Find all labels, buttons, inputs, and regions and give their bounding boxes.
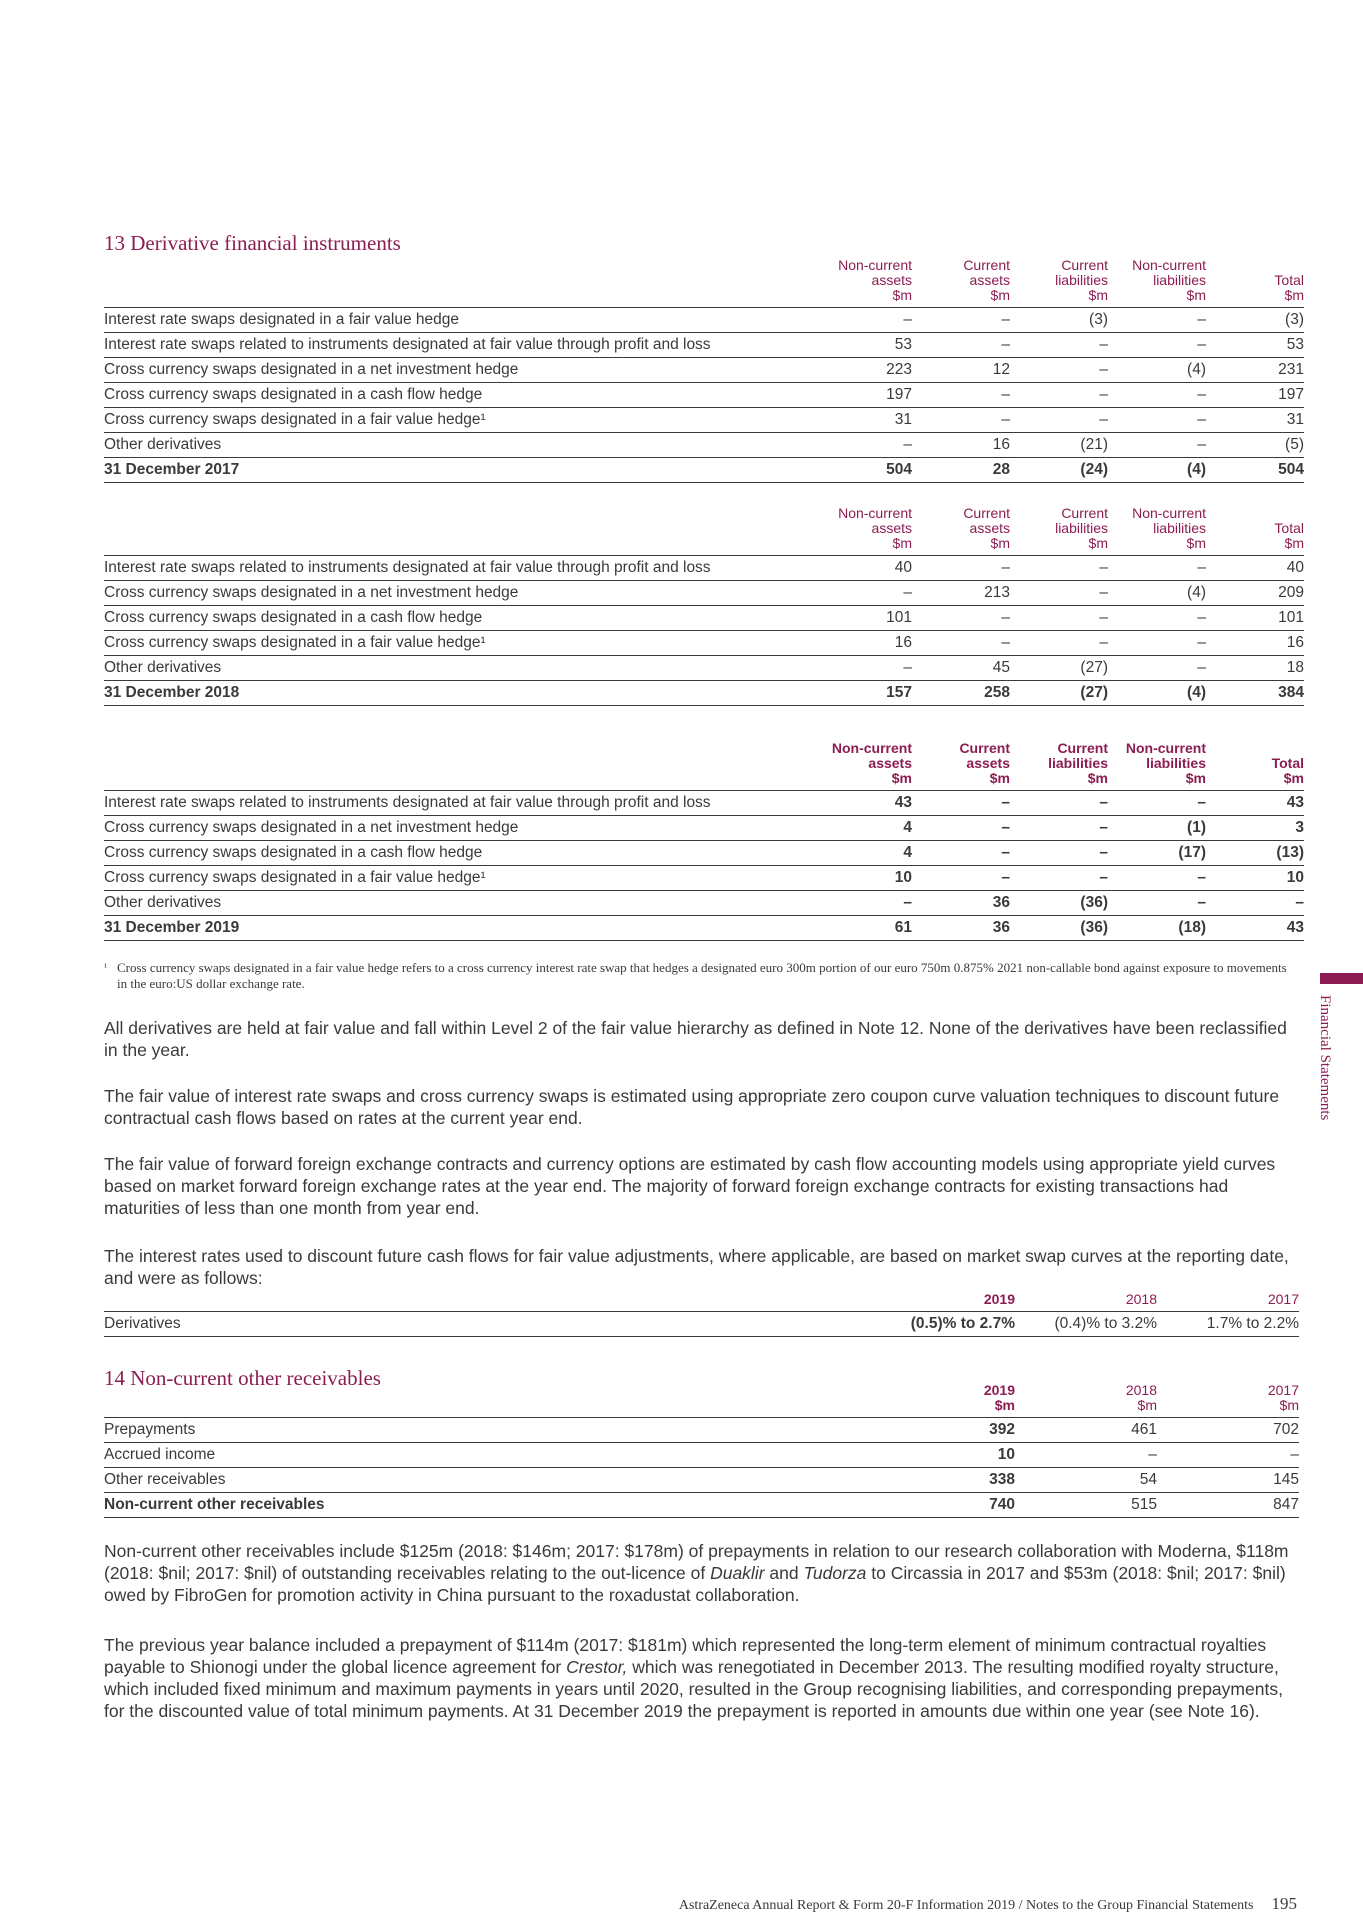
derivatives-table-2018 [104, 506, 1304, 706]
col-header: Current assets $m [959, 740, 1010, 786]
total-row: 31 December 2019 61 36 (36) (18) 43 [104, 916, 1304, 941]
col-header: Total $m [1274, 520, 1304, 551]
table-row: Prepayments 392 461 702 [104, 1418, 1299, 1443]
col-header: Non-current assets $m [831, 740, 912, 786]
page-footer [679, 1894, 1297, 1914]
total-row: 31 December 2017 504 28 (24) (4) 504 [104, 458, 1304, 483]
table-row: Interest rate swaps related to instruments designated at fair value through profit and loss 43 – – – 43 [104, 791, 1304, 816]
footer-text: AstraZeneca Annual Report & Form 20-F Information 2019 / Notes to the Group Financial Statements [678, 1898, 1254, 1913]
side-section-label: Financial Statements [1317, 995, 1333, 1121]
table-row: Cross currency swaps designated in a fair value hedge¹ 31 – – – 31 [104, 408, 1304, 433]
footnote-mark: ¹ [104, 962, 107, 973]
col-header: Non-current liabilities $m [1132, 505, 1206, 551]
table-row: Cross currency swaps designated in a cash flow hedge 101 – – – 101 [104, 606, 1304, 631]
col-header: 2019 [983, 1291, 1015, 1307]
paragraph: Non-current other receivables include $125m (2018: $146m; 2017: $178m) of prepayments in relation to our research collaboration with Moderna, $118m (2018: $nil; 2017: $nil) of outstanding receivables relating to the out-licence of Duaklir and Tudorza to Circassia in 2017 and $53m (2018: $nil; 2017: $nil) owed by FibroGen for promotion activity in China pursuant to the roxadustat collaboration. [104, 1541, 1289, 1605]
side-tab-marker [1320, 973, 1363, 984]
col-header: 2017 [1267, 1291, 1299, 1307]
table-row: Interest rate swaps designated in a fair value hedge – – (3) – (3) [104, 308, 1304, 333]
col-header: Current assets $m [963, 505, 1010, 551]
paragraph: The previous year balance included a prepayment of $114m (2017: $181m) which represented the long-term element of minimum contractual royalties payable to Shionogi under the global licence agreement for Crestor, which was renegotiated in December 2013. The resulting modified royalty structure, which included fixed minimum and maximum payments in years until 2020, resulted in the Group recognising liabilities, and corresponding prepayments, for the discounted value of total minimum payments. At 31 December 2019 the prepayment is reported in amounts due within one year (see Note 16). [104, 1635, 1283, 1721]
rates-table [104, 1292, 1299, 1337]
col-header: 2019 $m [983, 1382, 1015, 1413]
paragraph: The fair value of forward foreign exchange contracts and currency options are estimated by cash flow accounting models using appropriate yield curves based on market forward foreign exchange rates at the year end. The majority of forward foreign exchange contracts for existing transactions had maturities of less than one month from year end. [104, 1154, 1276, 1218]
footnote [104, 960, 1299, 992]
table-row: Other derivatives – 16 (21) – (5) [104, 433, 1304, 458]
footnote-text: Cross currency swaps designated in a fair value hedge refers to a cross currency interest rate swap that hedges a designated euro 300m portion of our euro 750m 0.875% 2021 non-callable bond against exposure to movements in the euro:US dollar exchange rate. [117, 960, 1287, 991]
col-header: Current assets $m [963, 257, 1010, 303]
table-row: Accrued income 10 – – [104, 1443, 1299, 1468]
col-header: Non-current liabilities $m [1132, 257, 1206, 303]
derivatives-table-2019 [104, 741, 1304, 941]
col-header: Non-current liabilities $m [1125, 740, 1206, 786]
table-row: Interest rate swaps related to instruments designated at fair value through profit and loss 53 – – – 53 [104, 333, 1304, 358]
col-header: 2018 $m [1125, 1382, 1157, 1413]
total-row: 31 December 2018 157 258 (27) (4) 384 [104, 681, 1304, 706]
paragraph: All derivatives are held at fair value and fall within Level 2 of the fair value hierarchy as defined in Note 12. None of the derivatives have been reclassified in the year. [104, 1018, 1287, 1060]
derivatives-table-2017 [104, 258, 1304, 483]
col-header: Current liabilities $m [1055, 257, 1108, 303]
paragraph: The fair value of interest rate swaps and cross currency swaps is estimated using appropriate zero coupon curve valuation techniques to discount future contractual cash flows based on rates at the current year end. [104, 1086, 1280, 1128]
table-row: Cross currency swaps designated in a fair value hedge¹ 10 – – – 10 [104, 866, 1304, 891]
table-row: Interest rate swaps related to instruments designated at fair value through profit and loss 40 – – – 40 [104, 556, 1304, 581]
total-row: Non-current other receivables 740 515 847 [104, 1493, 1299, 1518]
section-13-title: 13 Derivative financial instruments [104, 231, 401, 255]
col-header: Total $m [1274, 272, 1304, 303]
table-row: Derivatives (0.5)% to 2.7% (0.4)% to 3.2% 1.7% to 2.2% [104, 1312, 1299, 1337]
table-row: Cross currency swaps designated in a net investment hedge – 213 – (4) 209 [104, 581, 1304, 606]
table-row: Other receivables 338 54 145 [104, 1468, 1299, 1493]
table-row: Cross currency swaps designated in a fair value hedge¹ 16 – – – 16 [104, 631, 1304, 656]
section-14-title: 14 Non-current other receivables [104, 1366, 381, 1390]
col-header: Current liabilities $m [1055, 505, 1108, 551]
table-row: Other derivatives – 45 (27) – 18 [104, 656, 1304, 681]
col-header: 2017 $m [1267, 1382, 1299, 1413]
col-header: Non-current assets $m [838, 257, 912, 303]
receivables-table [104, 1383, 1299, 1518]
table-row: Cross currency swaps designated in a cash flow hedge 197 – – – 197 [104, 383, 1304, 408]
col-header: Current liabilities $m [1048, 740, 1108, 786]
paragraph: The interest rates used to discount future cash flows for fair value adjustments, where applicable, are based on market swap curves at the reporting date, and were as follows: [104, 1246, 1289, 1288]
col-header: Non-current assets $m [838, 505, 912, 551]
table-row: Cross currency swaps designated in a net investment hedge 4 – – (1) 3 [104, 816, 1304, 841]
page-number: 195 [1271, 1894, 1297, 1913]
col-header: Total $m [1271, 755, 1304, 786]
table-row: Cross currency swaps designated in a net investment hedge 223 12 – (4) 231 [104, 358, 1304, 383]
table-row: Cross currency swaps designated in a cash flow hedge 4 – – (17) (13) [104, 841, 1304, 866]
col-header: 2018 [1125, 1291, 1157, 1307]
table-row: Other derivatives – 36 (36) – – [104, 891, 1304, 916]
